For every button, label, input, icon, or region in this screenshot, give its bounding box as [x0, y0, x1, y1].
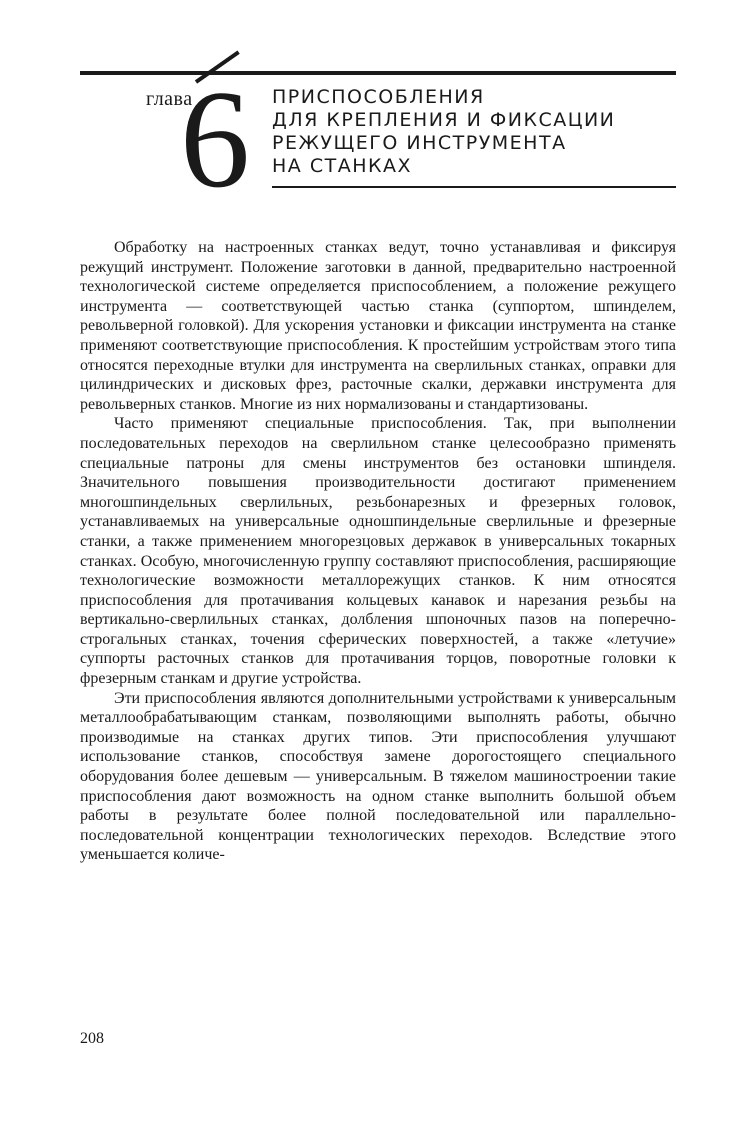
chapter-label: глава	[146, 88, 193, 110]
chapter-title-line-2: ДЛЯ КРЕПЛЕНИЯ И ФИКСАЦИИ	[272, 109, 616, 131]
header-top-rule	[80, 71, 676, 75]
paragraph-3: Эти приспособления являются дополнительными устройствами к универсальным металлообрабатывающим станкам, позволяющими выполнять работы, обычно производимые на станках других типов. Эти приспособления улучшают использование станков, способствуя замене дорогостоящего специального оборудования более дешевым — универсальным. В тяжелом машиностроении такие приспособления дают возможность на одном станке выполнить большой объем работы в результате более полной последовательной или параллельно-последовательной концентрации технологических переходов. Вследствие этого уменьшается количе-	[80, 689, 676, 864]
header-bottom-rule	[272, 186, 676, 188]
body-text	[80, 238, 676, 865]
chapter-title-line-4: НА СТАНКАХ	[272, 155, 412, 177]
paragraph-2: Часто применяют специальные приспособления. Так, при выполнении последовательных переходов на сверлильном станке целесообразно применять специальные патроны для смены инструментов без остановки шпинделя. Значительного повышения производительности достигают применением многошпиндельных сверлильных, резьбонарезных и фрезерных головок, устанавливаемых на универсальные одношпиндельные сверлильные и фрезерные станки, а также применением многорезцовых державок в универсальных токарных станках. Особую, многочисленную группу составляют приспособления, расширяющие технологические возможности металлорежущих станков. К ним относятся приспособления для протачивания кольцевых канавок и нарезания резьбы на вертикально-сверлильных станках, долбления шпоночных пазов на поперечно-строгальных станках, точения сферических поверхностей, а также «летучие» суппорты расточных станков для протачивания торцов, поворотные головки к фрезерным станкам и другие устройства.	[80, 415, 676, 688]
chapter-title-line-1: ПРИСПОСОБЛЕНИЯ	[272, 86, 485, 108]
chapter-title	[272, 86, 676, 178]
chapter-title-line-3: РЕЖУЩЕГО ИНСТРУМЕНТА	[272, 132, 567, 154]
page-number: 208	[80, 1030, 104, 1047]
paragraph-1: Обработку на настроенных станках ведут, точно устанавливая и фиксируя режущий инструмент. Положение заготовки в данной, предварительно настроенной технологической системе определяется приспособлением, а положение режущего инструмента — соответствующей частью станка (суппортом, шпинделем, револьверной головкой). Для ускорения установки и фиксации инструмента на станке применяют соответствующие приспособления. К простейшим устройствам этого типа относятся переходные втулки для инструмента на сверлильных станках, оправки для цилиндрических и дисковых фрез, расточные скалки, державки инструмента для револьверных станков. Многие из них нормализованы и стандартизованы.	[80, 239, 676, 413]
chapter-number: 6	[180, 62, 250, 217]
